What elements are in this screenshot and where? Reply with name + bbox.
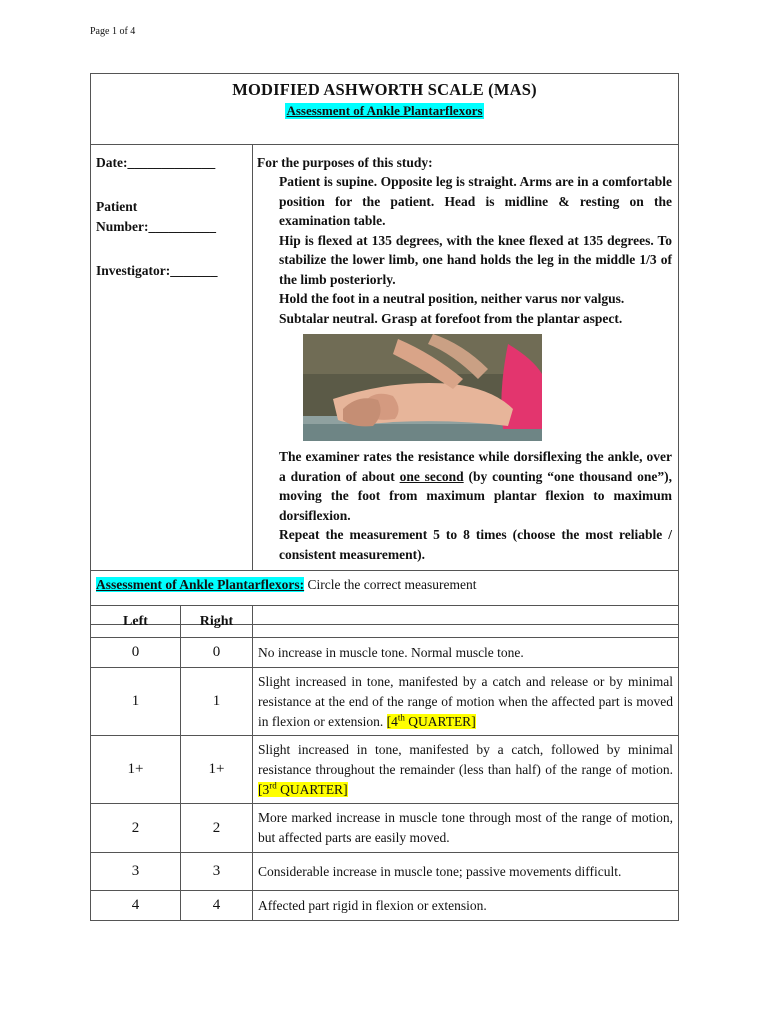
table-row <box>91 736 679 804</box>
title-cell <box>91 74 679 145</box>
right-score[interactable]: 0 <box>181 638 253 668</box>
right-score[interactable]: 1+ <box>181 736 253 804</box>
column-header-left: Left <box>91 606 181 638</box>
score-description: Considerable increase in muscle tone; passive movements difficult. <box>253 853 679 891</box>
column-header-right: Right <box>181 606 253 638</box>
right-score[interactable]: 3 <box>181 853 253 891</box>
score-description: Slight increased in tone, manifested by a catch and release or by minimal resistance at the end of the range of motion when the affected part is moved in flexion or extension. [4th QUARTER] <box>253 668 679 736</box>
examination-photo <box>303 334 542 441</box>
left-score[interactable]: 3 <box>91 853 181 891</box>
investigator-field[interactable]: Investigator:_______ <box>96 263 218 278</box>
quarter-tag: [4th QUARTER] <box>386 712 476 729</box>
score-description: More marked increase in muscle tone through most of the range of motion, but affected parts are easily moved. <box>253 804 679 853</box>
table-row <box>91 638 679 668</box>
patient-number-label: Patient <box>96 199 138 214</box>
left-score[interactable]: 1 <box>91 668 181 736</box>
left-score[interactable]: 4 <box>91 891 181 921</box>
instructions-heading: For the purposes of this study: <box>257 155 433 170</box>
left-score[interactable]: 2 <box>91 804 181 853</box>
table-row <box>91 891 679 921</box>
instruction-paragraph: Subtalar neutral. Grasp at forefoot from the plantar aspect. <box>279 310 623 326</box>
right-score[interactable]: 1 <box>181 668 253 736</box>
date-field[interactable]: Date:_____________ <box>96 155 216 170</box>
quarter-tag: [3rd QUARTER] <box>258 780 348 797</box>
instruction-paragraph: Repeat the measurement 5 to 8 times (choose the most reliable / consistent measurement). <box>279 527 673 562</box>
page-subtitle: Assessment of Ankle Plantarflexors <box>286 103 483 118</box>
instruction-paragraph: Patient is supine. Opposite leg is straight. Arms are in a comfortable position for the patient. Head is midline & resting on the examination table. <box>279 174 673 228</box>
score-description: Affected part rigid in flexion or extension. <box>253 891 679 921</box>
page-number: Page 1 of 4 <box>90 26 136 37</box>
right-score[interactable]: 2 <box>181 804 253 853</box>
photo-illustration <box>303 334 542 441</box>
assessment-form <box>90 73 679 625</box>
left-score[interactable]: 1+ <box>91 736 181 804</box>
column-header-description <box>253 606 679 638</box>
assessment-heading: Assessment of Ankle Plantarflexors: <box>96 577 305 592</box>
instructions <box>253 145 679 571</box>
score-description: No increase in muscle tone. Normal muscle tone. <box>253 638 679 668</box>
patient-number-field[interactable]: Number:__________ <box>96 219 216 234</box>
table-row <box>91 668 679 736</box>
table-row <box>91 804 679 853</box>
instruction-paragraph: Hip is flexed at 135 degrees, with the knee flexed at 135 degrees. To stabilize the lower limb, one hand holds the leg in the middle 1/3 of the limb posteriorly. <box>279 232 673 287</box>
scale-table <box>90 605 679 921</box>
right-score[interactable]: 4 <box>181 891 253 921</box>
score-description: Slight increased in tone, manifested by a catch, followed by minimal resistance throughout the remainder (less than half) of the range of motion. [3rd QUARTER] <box>253 736 679 804</box>
table-row <box>91 853 679 891</box>
page-title: MODIFIED ASHWORTH SCALE (MAS) <box>232 80 537 99</box>
instruction-paragraph: Hold the foot in a neutral position, neither varus nor valgus. <box>279 291 625 306</box>
assessment-instruction: Circle the correct measurement <box>304 577 477 592</box>
instruction-paragraph: The examiner rates the resistance while dorsiflexing the ankle, over a duration of about one second (by counting “one thousand one”), moving the foot from maximum plantar flexion to maximum dorsiflexion. <box>279 449 673 523</box>
left-score[interactable]: 0 <box>91 638 181 668</box>
form-fields <box>91 145 253 571</box>
